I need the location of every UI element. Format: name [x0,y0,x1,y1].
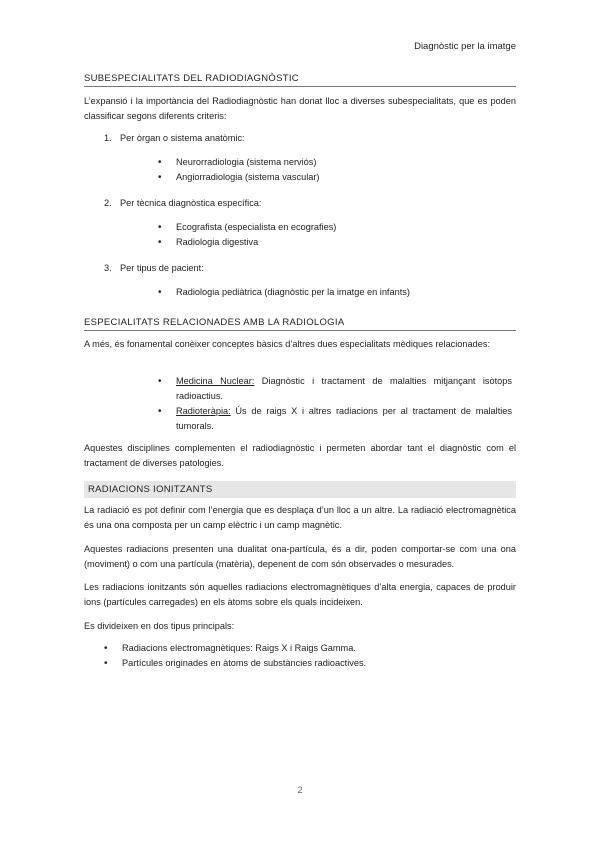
list-item: • Angiorradiologia (sistema vascular) [158,170,320,185]
radiation-paragraph-1: La radiació es pot definir com l’energia que es desplaça d’un lloc a un altre. La radiació electromagnètica és una ona composta per un camp elèctric i un camp magnètic. [84,505,516,530]
radiation-paragraph-3: Les radiacions ionitzants són aquelles radiacions electromagnètiques d’alta energia, capaces de produir ions (partícules carregades) en els àtoms sobre els quals incideixen. [84,582,516,607]
list-item-radiotherapy [158,404,512,434]
related-intro: A més, és fonamental conèixer conceptes bàsics d’altres dues especialitats mèdiques relacionades: [84,339,491,349]
term-radiotherapy: Radioteràpia: [176,406,231,416]
numbered-item-3 [104,263,204,273]
bullet-list-technique [158,220,336,250]
item-number: 1. [104,133,112,143]
item-label: Per òrgan o sistema anatòmic: [120,133,245,143]
bullet-list-radiation-types [104,641,366,671]
list-item: • Radiacions electromagnètiques: Raigs X i Raigs Gamma. [104,641,366,656]
list-item-nuclear-medicine [158,374,512,404]
subspecialties-intro: L’expansió i la importància del Radiodiagnòstic han donat lloc a diverses subespecialitats, que es poden classificar segons diferents criteris: [84,96,516,121]
item-label: Per tipus de pacient: [120,263,204,273]
item-label: Per tècnica diagnòstica específica: [120,198,262,208]
section-title-ionizing-radiation: RADIACIONS IONITZANTS [84,481,516,498]
list-item: • Radiologia digestiva [158,235,336,250]
list-item: • Neurorradiologia (sistema nerviós) [158,155,320,170]
related-outro: Aquestes disciplines complementen el radiodiagnòstic i permeten abordar tant el diagnòstic com el tractament de diverses patologies. [84,443,516,468]
list-item: • Ecografista (especialista en ecografies) [158,220,336,235]
numbered-item-2 [104,198,261,208]
numbered-item-1 [104,133,245,143]
term-nuclear-medicine: Medicina Nuclear: [176,376,255,386]
section-title-related-specialties: ESPECIALITATS RELACIONADES AMB LA RADIOLOGIA [84,317,516,331]
item-number: 3. [104,263,112,273]
list-item: • Partícules originades en àtoms de substàncies radioactives. [104,656,366,671]
section-title-subspecialties: SUBESPECIALITATS DEL RADIODIAGNÒSTIC [84,73,516,87]
list-item: • Radiologia pediàtrica (diagnòstic per la imatge en infants) [158,285,410,300]
desc-nuclear-medicine: Diagnòstic i tractament de malalties mitjançant isòtops radioactius. [176,376,512,401]
bullet-list-patient [158,285,410,300]
page-number: 2 [297,785,303,796]
bullet-list-organ [158,155,320,185]
desc-radiotherapy: Ús de raigs X i altres radiacions per al tractament de malalties tumorals. [176,406,512,431]
bullet-list-related [158,374,512,434]
radiation-paragraph-4: Es divideixen en dos tipus principals: [84,621,235,631]
radiation-paragraph-2: Aquestes radiacions presenten una dualitat ona-partícula, és a dir, poden comportar-se com una ona (moviment) o com una partícula (matèria), depenent de com són observades o mesurades. [84,544,516,569]
running-header: Diagnòstic per la imatge [414,41,516,52]
item-number: 2. [104,198,112,208]
